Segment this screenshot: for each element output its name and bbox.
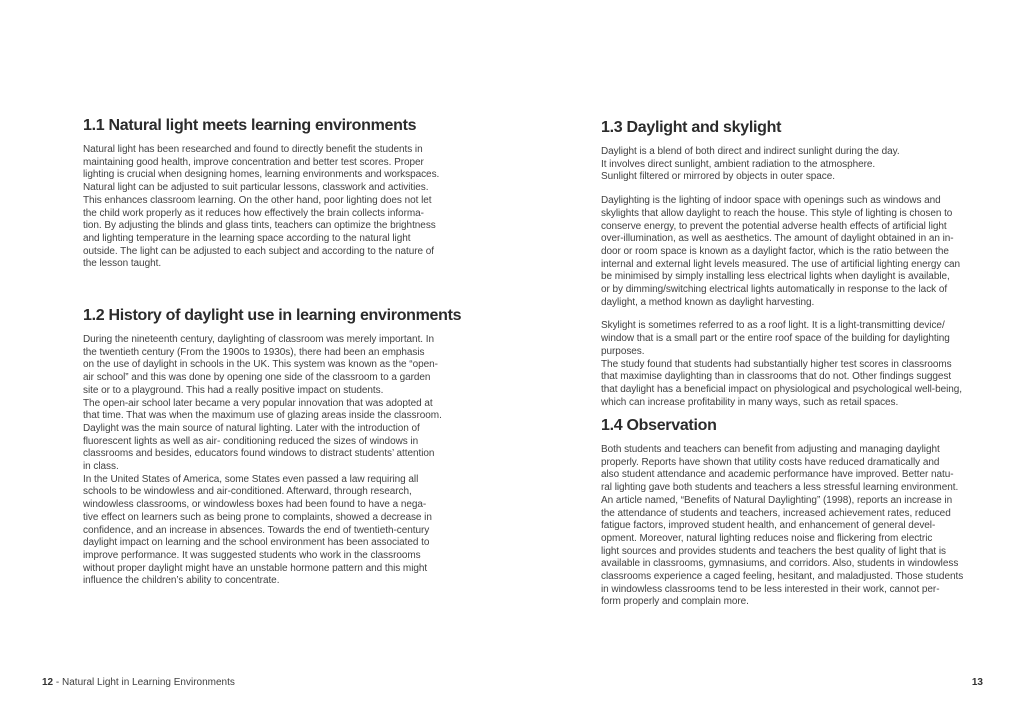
- section-observation: [601, 416, 1017, 609]
- section-daylight-and-skylight: [601, 118, 1017, 409]
- section-natural-light-meets-learning-environments: [83, 116, 499, 271]
- text-line: also student attendance and academic performance have improved. Better natu-: [601, 469, 954, 481]
- section-body: [601, 444, 1017, 609]
- text-line: conserve energy, to prevent the potential adverse health effects of artificial light: [601, 220, 947, 232]
- paragraph: [601, 146, 1017, 184]
- text-line: without proper daylight might have an unstable hormone pattern and this might: [83, 562, 428, 574]
- text-line: The open-air school later became a very popular innovation that was adopted at: [83, 397, 433, 409]
- text-line: fatigue factors, improved student health, and enhancement of general devel-: [601, 520, 936, 532]
- text-line: that time. That was when the maximum use of glazing areas inside the classroom.: [83, 410, 442, 422]
- text-line: Natural light can be adjusted to suit particular lessons, classwork and activities.: [83, 182, 429, 194]
- text-line: air school” and this was done by opening one side of the classroom to a garden: [83, 372, 431, 384]
- text-line: This enhances classroom learning. On the other hand, poor lighting does not let: [83, 194, 432, 206]
- paragraph: [601, 320, 1017, 409]
- section-heading: 1.4 Observation: [601, 417, 717, 434]
- text-line: or by dimming/switching electrical lights automatically in response to the lack of: [601, 284, 948, 296]
- text-line: form properly and complain more.: [601, 596, 749, 608]
- text-line: Daylight was the main source of natural lighting. Later with the introduction of: [83, 422, 420, 434]
- paragraph: [601, 444, 1017, 609]
- text-line: the twentieth century (From the 1900s to 1930s), there had been an emphasis: [83, 346, 425, 358]
- left-page-footer: [42, 677, 235, 688]
- text-line: improve performance. It was suggested students who work in the classrooms: [83, 549, 421, 561]
- text-line: schools to be windowless and air-conditioned. Afterward, through research,: [83, 486, 412, 498]
- right-page-footer: [880, 677, 983, 688]
- text-line: that daylight has a beneficial impact on physiological and psychological well-being,: [601, 383, 963, 395]
- text-line: tion. By adjusting the blinds and glass tints, teachers can optimize the brightness: [83, 220, 436, 232]
- text-line: classrooms and besides, educators found windows to distract students’ attention: [83, 448, 435, 460]
- running-title: - Natural Light in Learning Environments: [55, 677, 235, 688]
- section-history-of-daylight-use: [83, 306, 499, 588]
- text-line: tive effect on learners such as being prone to complaints, showed a decrease in: [83, 511, 432, 523]
- section-heading: 1.1 Natural light meets learning environments: [83, 117, 417, 134]
- section-body: [83, 334, 499, 588]
- text-line: Daylighting is the lighting of indoor space with openings such as windows and: [601, 195, 941, 207]
- text-line: door or room space is known as a daylight factor, which is the ratio between the: [601, 245, 949, 257]
- text-line: available in classrooms, gymnasiums, and corridors. Also, students in windowless: [601, 558, 959, 570]
- text-line: maintaining good health, improve concentration and better test scores. Proper: [83, 156, 424, 168]
- text-line: In the United States of America, some States even passed a law requiring all: [83, 473, 419, 485]
- paragraph: [83, 334, 499, 588]
- text-line: which can increase profitability in many ways, such as retail spaces.: [601, 396, 899, 408]
- text-line: the lesson taught.: [83, 258, 162, 270]
- text-line: classrooms experience a caged feeling, hesitant, and maladjusted. Those students: [601, 571, 964, 583]
- text-line: internal and external light levels measured. The use of artificial lighting energy can: [601, 258, 961, 270]
- page-number-left: 12: [42, 677, 54, 688]
- section-body: [83, 144, 499, 271]
- paragraph: [83, 144, 499, 271]
- text-line: lighting is crucial when designing homes, learning environments and workspaces.: [83, 169, 440, 181]
- text-line: opment. Moreover, natural lighting reduces noise and flickering from electric: [601, 532, 933, 544]
- section-heading: 1.2 History of daylight use in learning environments: [83, 307, 462, 324]
- text-line: fluorescent lights as well as air- conditioning reduced the sizes of windows in: [83, 435, 419, 447]
- text-line: Sunlight filtered or mirrored by objects in outer space.: [601, 171, 835, 183]
- text-line: outside. The light can be adjusted to each subject and according to the nature of: [83, 245, 435, 257]
- section-heading: 1.3 Daylight and skylight: [601, 119, 782, 136]
- text-line: An article named, “Benefits of Natural Daylighting” (1998), reports an increase in: [601, 494, 953, 506]
- text-line: ral lighting gave both students and teachers a less stressful learning environment.: [601, 482, 959, 494]
- text-line: purposes.: [601, 345, 645, 357]
- text-line: daylight impact on learning and the school environment has been associated to: [83, 537, 430, 549]
- text-line: on the use of daylight in schools in the UK. This system was known as the “open-: [83, 359, 438, 371]
- text-line: the child work properly as it reduces how effectively the brain collects informa-: [83, 207, 424, 219]
- text-line: in class.: [83, 461, 119, 473]
- text-line: window that is a small part or the entire roof space of the building for daylighting: [601, 333, 950, 345]
- text-line: influence the children’s ability to concentrate.: [83, 575, 280, 587]
- text-line: and lighting temperature in the learning space according to the natural light: [83, 232, 411, 244]
- text-line: Skylight is sometimes referred to as a roof light. It is a light-transmitting device/: [601, 320, 945, 332]
- text-line: Both students and teachers can benefit from adjusting and managing daylight: [601, 444, 940, 455]
- page-number-right: 13: [971, 677, 983, 688]
- text-line: The study found that students had substantially higher test scores in classrooms: [601, 358, 952, 370]
- text-line: in windowless classrooms tend to be less interested in their work, cannot per-: [601, 583, 940, 595]
- section-body: [601, 146, 1017, 409]
- text-line: be minimised by simply installing less electrical lights when daylight is available,: [601, 271, 950, 283]
- text-line: During the nineteenth century, daylighting of classroom was merely important. In: [83, 334, 434, 345]
- text-line: Natural light has been researched and found to directly benefit the students in: [83, 144, 423, 155]
- text-line: daylight, a method known as daylight harvesting.: [601, 296, 815, 308]
- text-line: light sources and provides students and teachers the best quality of light that is: [601, 545, 946, 557]
- text-line: the attendance of students and teachers, increased achievement rates, reduced: [601, 507, 951, 519]
- text-line: properly. Reports have shown that utility costs have reduced dramatically and: [601, 456, 940, 468]
- text-line: windowless classrooms, or windowless boxes had been found to have a nega-: [83, 499, 427, 511]
- text-line: site or to a playground. This had a really positive impact on students.: [83, 384, 384, 396]
- text-line: skylights that allow daylight to reach the house. This style of lighting is chosen to: [601, 207, 953, 219]
- paragraph: [601, 195, 1017, 309]
- text-line: over-illumination, as well as aesthetics. The amount of daylight obtained in an in-: [601, 233, 954, 245]
- text-line: Daylight is a blend of both direct and indirect sunlight during the day.: [601, 146, 900, 157]
- text-line: confidence, and an increase in absences. Towards the end of twentieth-century: [83, 524, 430, 536]
- text-line: that maximise daylighting than in classrooms that do not. Other findings suggest: [601, 371, 952, 383]
- text-line: It involves direct sunlight, ambient radiation to the atmosphere.: [601, 158, 876, 170]
